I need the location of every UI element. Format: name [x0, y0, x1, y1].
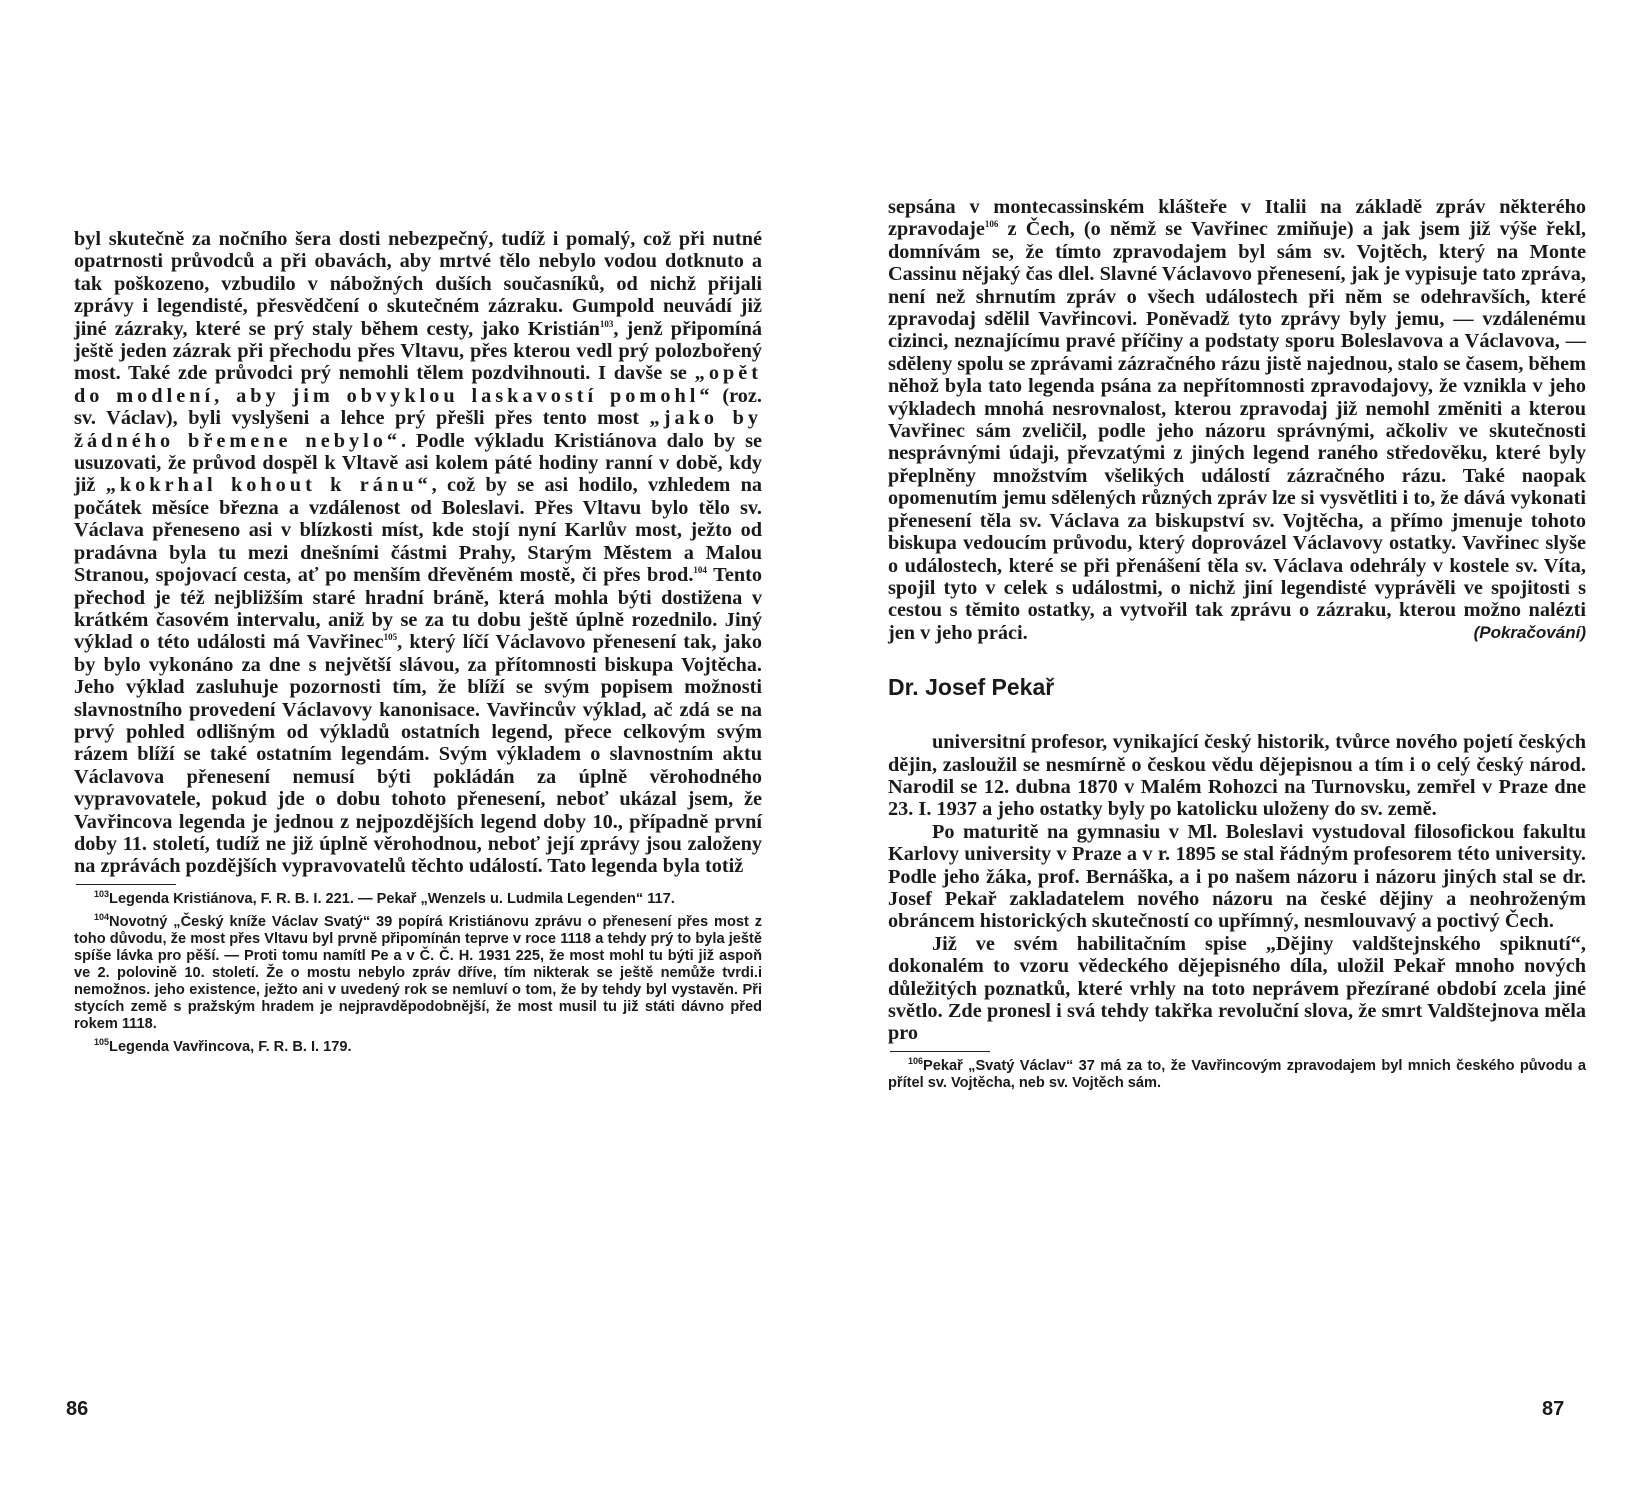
footnote-105: [74, 1036, 762, 1056]
footnote-ref-103[interactable]: 103: [599, 318, 614, 329]
left-body-text: [74, 228, 762, 878]
right-continuation-text: [888, 196, 1586, 644]
paragraph: Po maturitě na gymnasiu v Ml. Boleslavi vystudoval filosofickou fakultu Karlovy university v Praze a v r. 1895 se stal řádným profesorem této university. Podle jeho žáka, prof. Bernáška, a i po našem názoru i názoru jiných stal se dr. Josef Pekař zakladatelem nového názoru na české dějiny a neohroženým obráncem historických skutečností co upřímný, nesmlouvavý a poctivý Čech.: [888, 820, 1586, 933]
section-heading: Dr. Josef Pekař: [888, 674, 1055, 701]
footnote-divider: [890, 1051, 990, 1052]
footnote-divider: [76, 884, 176, 885]
text-segment: Tento přechod je též nejbližším staré hradní bráně, která mohla býti dostižena v krátkém časovém intervalu, aniž by se za tu dobu ještě úplně rozednilo. Jiný výklad o této události má Vavřinec: [74, 564, 762, 654]
text-segment: (roz. sv. Václav), byli vyslyšeni a lehce prý přešli přes tento most: [74, 384, 762, 430]
spaced-quote: „kokrhal kohout k ránu“: [105, 474, 432, 497]
right-page: [888, 196, 1586, 1388]
text-segment: byl skutečně za nočního šera dosti nebezpečný, tudíž i pomalý, což při nutné opatrnosti průvodců a při obavách, aby mrtvé tělo nebylo vodou dotknuto a tak poškozeno, vzbudilo v nábožných duších současníků, od nichž přijali zprávy i legendisté, přesvědčení o skutečném zázraku. Gumpold neuvádí již jiné zázraky, které se prý staly během cesty, jako Kristián: [74, 228, 762, 340]
footnote-ref-105[interactable]: 105: [383, 632, 398, 643]
text-segment: , což by se asi hodilo, vzhledem na počátek měsíce března a vzdálenost od Boleslavi. Přes Vltavu bylo tělo sv. Václava přeneseno asi v blízkosti míst, kde stojí nyní Karlův most, ježto od pradávna byla tu mezi dnešními částmi Prahy, Starým Městem a Malou Stranou, spojovací cesta, ať po menším dřevěném mostě, či přes brod.: [74, 474, 763, 587]
footnote-text: Pekař „Svatý Václav“ 37 má za to, že Vavřincovým zpravodajem byl mnich českého původu a přítel sv. Vojtěcha, neb sv. Vojtěch sám.: [888, 1057, 1586, 1091]
page-number-right: 87: [1542, 1398, 1565, 1420]
footnote-ref-104[interactable]: 104: [693, 565, 707, 576]
footnote-text: Novotný „Český kníže Václav Svatý“ 39 popírá Kristiánovu zprávu o přenesení přes most z toho důvodu, že most přes Vltavu byl prvně připomínán teprve v roce 1118 a tehdy prý to byla ještě spíše lávka pro pěší. — Proti tomu namítl Pe a v Č. Č. H. 1931 225, že most mohl tu býti již aspoň ve 2. polovině 10. století. Že o mostu nebylo zpráv dříve, tím nikterak se ještě nemůže tvrdi.i nemožnos. jeho existence, ježto ani v uvedený rok se nemluví o tom, že by tehdy byl vystavěn. Při stycích země s pražským hradem je nejpravděpodobnější, že most musil tu již státi dávno před rokem 1118.: [74, 913, 762, 1032]
text-segment: sepsána v montecassinském klášteře v Italii na základě zpráv některého zpravodaje: [888, 196, 1586, 241]
continued-note: (Pokračování): [1473, 622, 1586, 642]
footnote-text: Legenda Vavřincova, F. R. B. I. 179.: [109, 1038, 352, 1055]
footnote-number: 105: [94, 1036, 110, 1047]
footnote-106: [888, 1055, 1586, 1092]
text-segment: z Čech, (o němž se Vavřinec zmiňuje) a jak jsem již výše řekl, domnívám se, že tímto zpravodajem byl sám sv. Vojtěch, který na Monte Cassinu nějaký čas dlel. Slavné Václavovo přenesení, jak je vypisuje tato zpráva, není než shrnutím zpráv o všech událostech při něm se odehravších, které zpravodaj sdělil Vavřincovi. Poněvadž tyto zprávy byly jemu, — vzdálenému cizinci, neznajícímu pravé příčiny a podstaty sporu Boleslavova a Václavova, — sděleny spolu se zprávami zázračného rázu jistě najednou, stalo se časem, během něhož byla tato legenda psána za nepřítomnosti zpravodajovy, že vznikla v jeho výkladech mnohá nesrovnalost, kterou zpravodaj již nemohl změniti a kterou Vavřinec sám zveličil, podle jeho názoru správnými, ačkoliv ve skutečnosti nesprávnými údaji, převzatými z jiných legend raného středověku, které byly přeplněny množstvím všelikých událostí zázračného rázu. Také naopak opomenutím jemu sdělených různých zpráv lze si vysvětliti i to, že dává vykonati přenesení těla sv. Václava za biskupství sv. Vojtěcha, a přímo jmenuje tohoto biskupa vedoucím průvodu, který doprovázel Václavovy ostatky. Vavřinec slyše o událostech, které se při přenášení těla sv. Václava odehrály v kostele sv. Víta, spojil tyto v celek s událostmi, o nichž jiní legendisté vyprávěli ve spojitosti s cestou s těmito ostatky, a vytvořil tak zprávu o zázraku, kterou možno nalézti jen v jeho práci.: [888, 218, 1586, 644]
spaced-quote: „opět do modlení, aby jim obvyklou laskavostí pomohl“: [74, 362, 762, 407]
paragraph: universitní profesor, vynikající český historik, tvůrce nového pojetí českých dějin, zasloužil se nesmírně o českou vědu dějepisnou a tím i o celý český národ. Narodil se 12. dubna 1870 v Malém Rohozci na Turnovsku, zemřel v Praze dne 23. I. 1937 a jeho ostatky byly po katolicku uloženy do sv. země.: [888, 731, 1586, 821]
text-segment: , jenž připomíná ještě jeden zázrak při přechodu přes Vltavu, přes kterou vedl prý polozbořený most. Také zde průvodci prý nemohli tělem pozdvihnouti. I davše se: [74, 317, 762, 385]
footnote-103: [74, 888, 762, 908]
paragraph: Již ve svém habilitačním spise „Dějiny valdštejnského spiknutí“, dokonalém to vzoru vědeckého dějepisného díla, uložil Pekař mnoho nových důležitých poznatků, které vrhly na toto neprávem přezírané období zcela jiné světlo. Zde pronesl i svá tehdy takřka revoluční slova, že smrt Valdštejnova měla pro: [888, 932, 1586, 1045]
text-segment: , který líčí Václavovo přenesení tak, jako by bylo vykonáno za dne s největší slávou, za přítomnosti biskupa Vojtěcha. Jeho výklad zasluhuje pozornosti tím, že blíží se svým popisem možnosti slavnostního provedení Václavovy kanonisace. Vavřincův výklad, ač zdá se na prvý pohled odlišným od výkladů ostatních legend, přece celkovým svým rázem blíží se také ostatním legendám. Svým výkladem o slavnostním aktu Václavova přenesení nemusí býti pokládán za úplně věrohodného vypravovatele, pokud jde o dobu tohoto přenesení, neboť ukázal jsem, že Vavřincova legenda je jednou z nejpozdějších legend doby 10., případně první doby 11. století, tudíž ne již úplně věrohodnou, neboť její zprávy jsou založeny na zprávách pozdějších vypravovatelů těchto událostí. Tato legenda byla totiž: [74, 631, 762, 878]
text-segment: . Podle výkladu Kristiánova dalo by se usuzovati, že průvod dospěl k Vltavě asi kolem páté hodiny ranní v době, kdy již: [74, 429, 762, 497]
spaced-quote: „jako by žádného břemene nebylo“: [74, 407, 762, 452]
left-page: [74, 228, 762, 1388]
footnote-number: 104: [94, 911, 110, 922]
footnote-ref-106[interactable]: 106: [984, 219, 999, 230]
page-number-left: 86: [66, 1398, 89, 1420]
footnote-number: 103: [94, 888, 110, 899]
footnote-104: [74, 911, 762, 1033]
footnote-text: Legenda Kristiánova, F. R. B. I. 221. — Pekař „Wenzels u. Ludmila Legenden“ 117.: [109, 890, 675, 907]
footnote-number: 106: [908, 1055, 924, 1066]
